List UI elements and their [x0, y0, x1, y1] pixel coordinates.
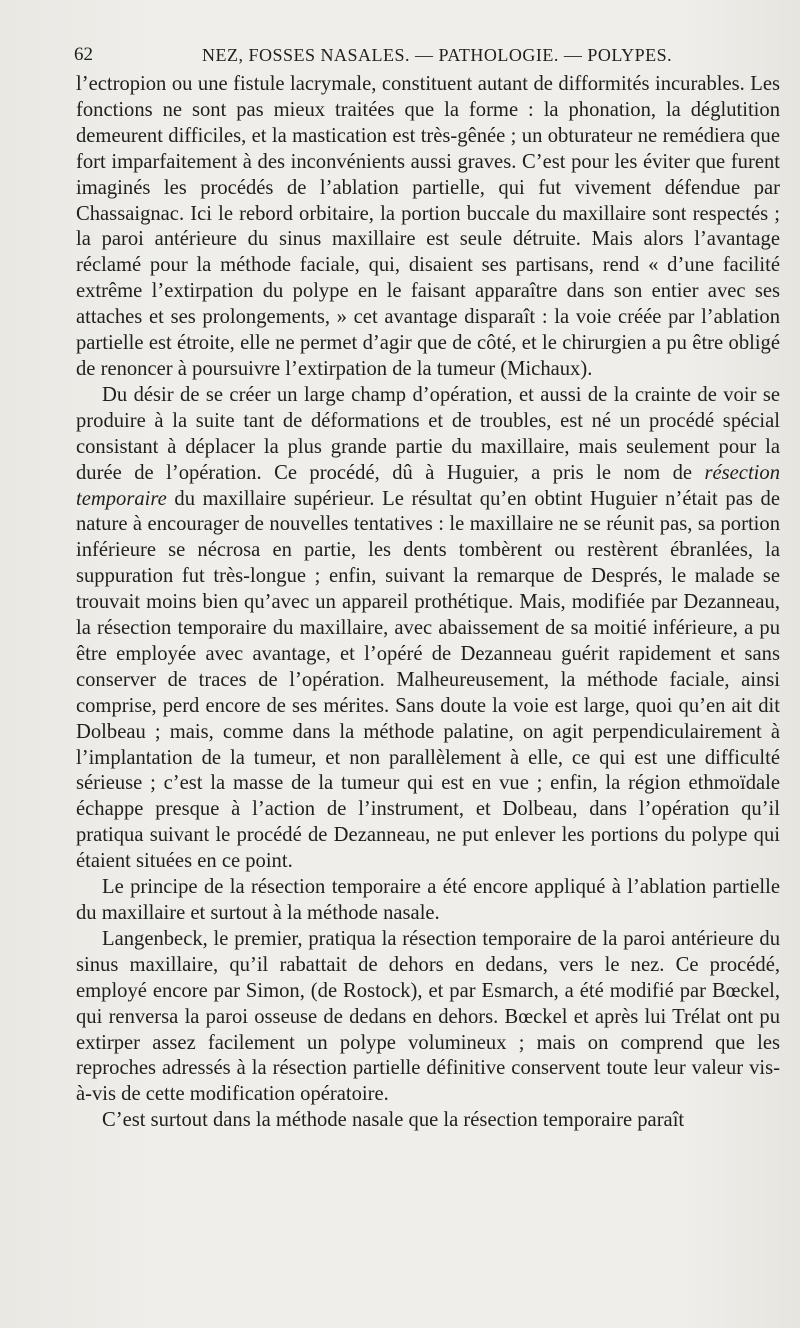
paragraph-5: C’est surtout dans la méthode nasale que la résection temporaire paraît	[102, 1109, 685, 1132]
paragraph-2-text-before: Du désir de se créer un large champ d’opération, et aussi de la crainte de voir se produire à la suite tant de déformations et de troubles, est né un procédé spécial consistant à déplacer la plus grande partie du maxillaire, mais seulement pour la durée de l’opération. Ce procédé, dû à Huguier, a pris le nom de	[76, 383, 780, 484]
paragraph-2	[76, 383, 780, 875]
running-head: NEZ, FOSSES NASALES. — PATHOLOGIE. — POLYPES.	[202, 45, 673, 65]
body-text	[76, 72, 780, 1134]
paragraph-3: Le principe de la résection temporaire a été encore appliqué à l’ablation partielle du maxillaire et surtout à la méthode nasale.	[76, 876, 780, 924]
paragraph-2-text-after: du maxillaire supérieur. Le résultat qu’en obtint Huguier n’était pas de nature à encourager de nouvelles tentatives : le maxillaire ne se réunit pas, sa portion inférieure se nécrosa en partie, les dents tombèrent ou restèrent ébranlées, la suppuration fut très-longue ; enfin, suivant la remarque de Després, le malade se trouvait moins bien qu’avec un appareil prothétique. Mais, modifiée par Dezanneau, la résection temporaire du maxillaire, avec abaissement de sa moitié inférieure, a pu être employée avec avantage, et l’opéré de Dezanneau guérit rapidement et sans conserver de traces de l’opération. Malheureusement, la méthode faciale, ainsi comprise, perd encore de ses mérites. Sans doute la voie est large, quoi qu’en ait dit Dolbeau ; mais, comme dans la méthode palatine, on agit perpendiculairement à l’implantation de la tumeur, et non parallèlement à elle, ce qui est une difficulté sérieuse ; c’est la masse de la tumeur qui est en vue ; enfin, la région ethmoïdale échappe presque à l’action de l’instrument, et Dolbeau, dans l’opération qu’il pratiqua suivant le procédé de Dezanneau, ne put enlever les portions du polype qui étaient situées en ce point.	[76, 487, 780, 873]
paragraph-4: Langenbeck, le premier, pratiqua la résection temporaire de la paroi antérieure du sinus maxillaire, qu’il rabattait de dehors en dedans, vers le nez. Ce procédé, employé encore par Simon, (de Rostock), et par Esmarch, a été modifié par Bœckel, qui renversa la paroi osseuse de dedans en dehors. Bœckel et après lui Trélat ont pu extirper assez facilement un polype volumineux ; mais on comprend que les reproches adressés à la résection partielle définitive conservent toute leur valeur vis-à-vis de cette modification opératoire.	[76, 927, 780, 1106]
page-header	[74, 40, 780, 70]
paragraph-2-italic-term: résection temporaire	[76, 461, 780, 510]
paragraph-1: l’ectropion ou une fistule lacrymale, constituent autant de difformités incurables. Les fonctions ne sont pas mieux traitées que la forme : la phonation, la déglutition demeurent difficiles, et la mastication est très-gênée ; un obturateur ne remédiera que fort imparfaitement à des inconvénients aussi graves. C’est pour les éviter que furent imaginés les procédés de l’ablation partielle, qui fut vivement défendue par Chassaignac. Ici le rebord orbitaire, la portion buccale du maxillaire sont respectés ; la paroi antérieure du sinus maxillaire est seule détruite. Mais alors l’avantage réclamé pour la méthode faciale, qui, disaient ses partisans, rend « d’une facilité extrême l’extirpation du polype en le faisant apparaître dans son entier avec ses attaches et ses prolongements, » cet avantage disparaît : la voie créée par l’ablation partielle est étroite, elle ne permet d’agir que de côté, et le chirurgien a pu être obligé de renoncer à poursuivre l’extirpation de la tumeur (Michaux).	[76, 73, 780, 380]
page-number: 62	[74, 44, 93, 65]
